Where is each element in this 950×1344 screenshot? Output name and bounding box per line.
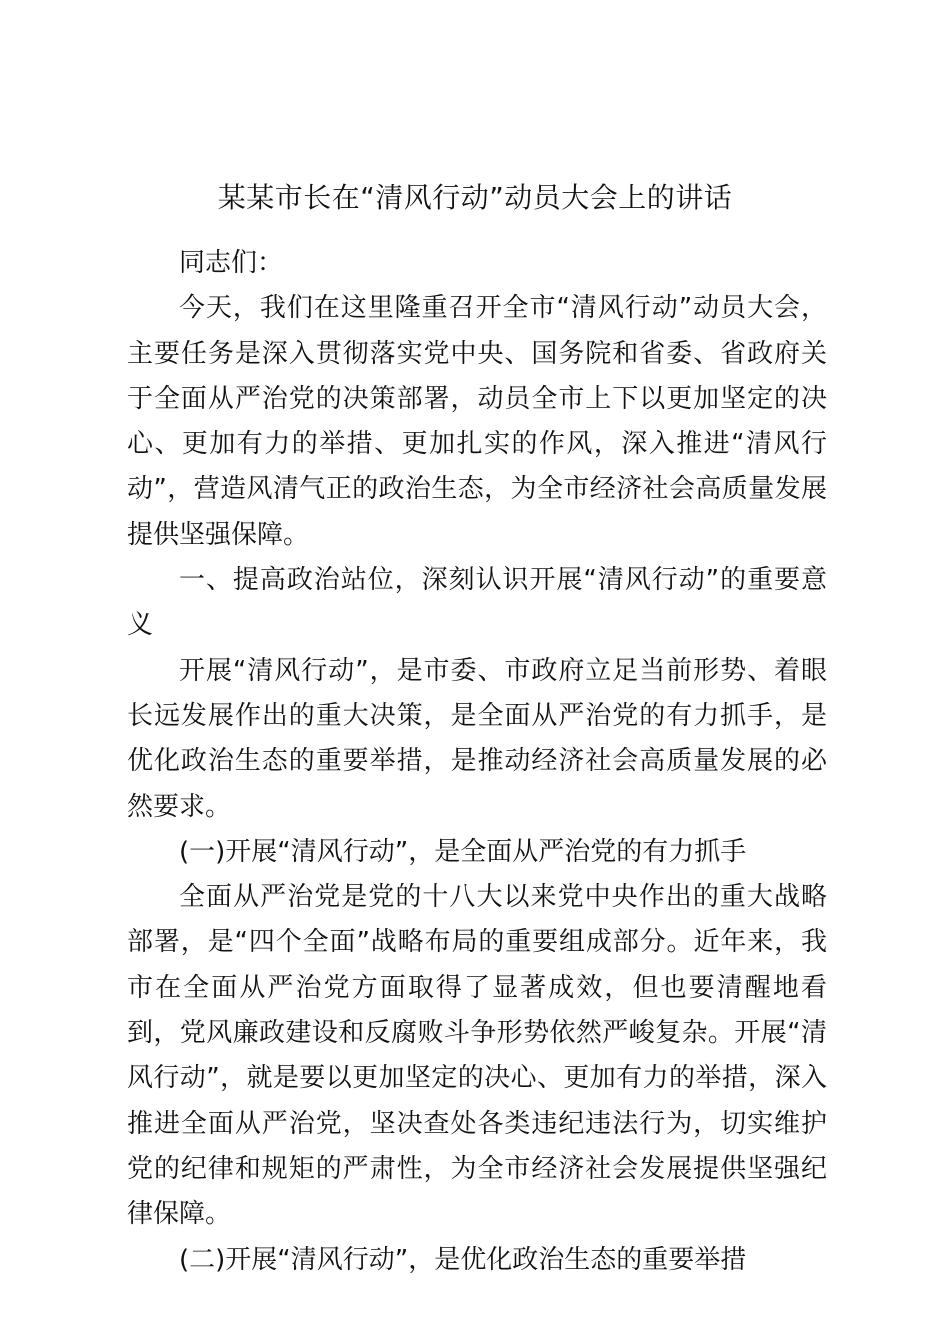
salutation: 同志们： (179, 248, 284, 278)
intro-paragraph: 今天，我们在这里隆重召开全市“清风行动”动员大会，主要任务是深入贯彻落实党中央、国务院和省委、省政府关于全面从严治党的决策部署，动员全市上下以更加坚定的决心、更加有力的举措、更加扎实的作风，深入推进“清风行动”，营造风清气正的政治生态，为全市经济社会高质量发展提供坚强保障。 (127, 293, 827, 550)
document-body (127, 241, 827, 1283)
section-heading-1: 一、提高政治站位，深刻认识开展“清风行动”的重要意义 (127, 565, 827, 641)
subsection-heading-2: (二)开展“清风行动”，是优化政治生态的重要举措 (179, 1244, 747, 1275)
subsection-1-paragraph: 全面从严治党是党的十八大以来党中央作出的重大战略部署，是“四个全面”战略布局的重要组成部分。近年来，我市在全面从严治党方面取得了显著成效，但也要清醒地看到，党风廉政建设和反腐败斗争形势依然严峻复杂。开展“清风行动”，就是要以更加坚定的决心、更加有力的举措，深入推进全面从严治党，坚决查处各类违纪违法行为，切实维护党的纪律和规矩的严肃性，为全市经济社会发展提供坚强纪律保障。 (127, 882, 827, 1230)
section-1-paragraph: 开展“清风行动”，是市委、市政府立足当前形势、着眼长远发展作出的重大决策，是全面从严治党的有力抓手，是优化政治生态的重要举措，是推动经济社会高质量发展的必然要求。 (127, 655, 827, 822)
subsection-heading-1: (一)开展“清风行动”，是全面从严治党的有力抓手 (179, 836, 747, 867)
document-title: 某某市长在“清风行动”动员大会上的讲话 (217, 181, 733, 214)
